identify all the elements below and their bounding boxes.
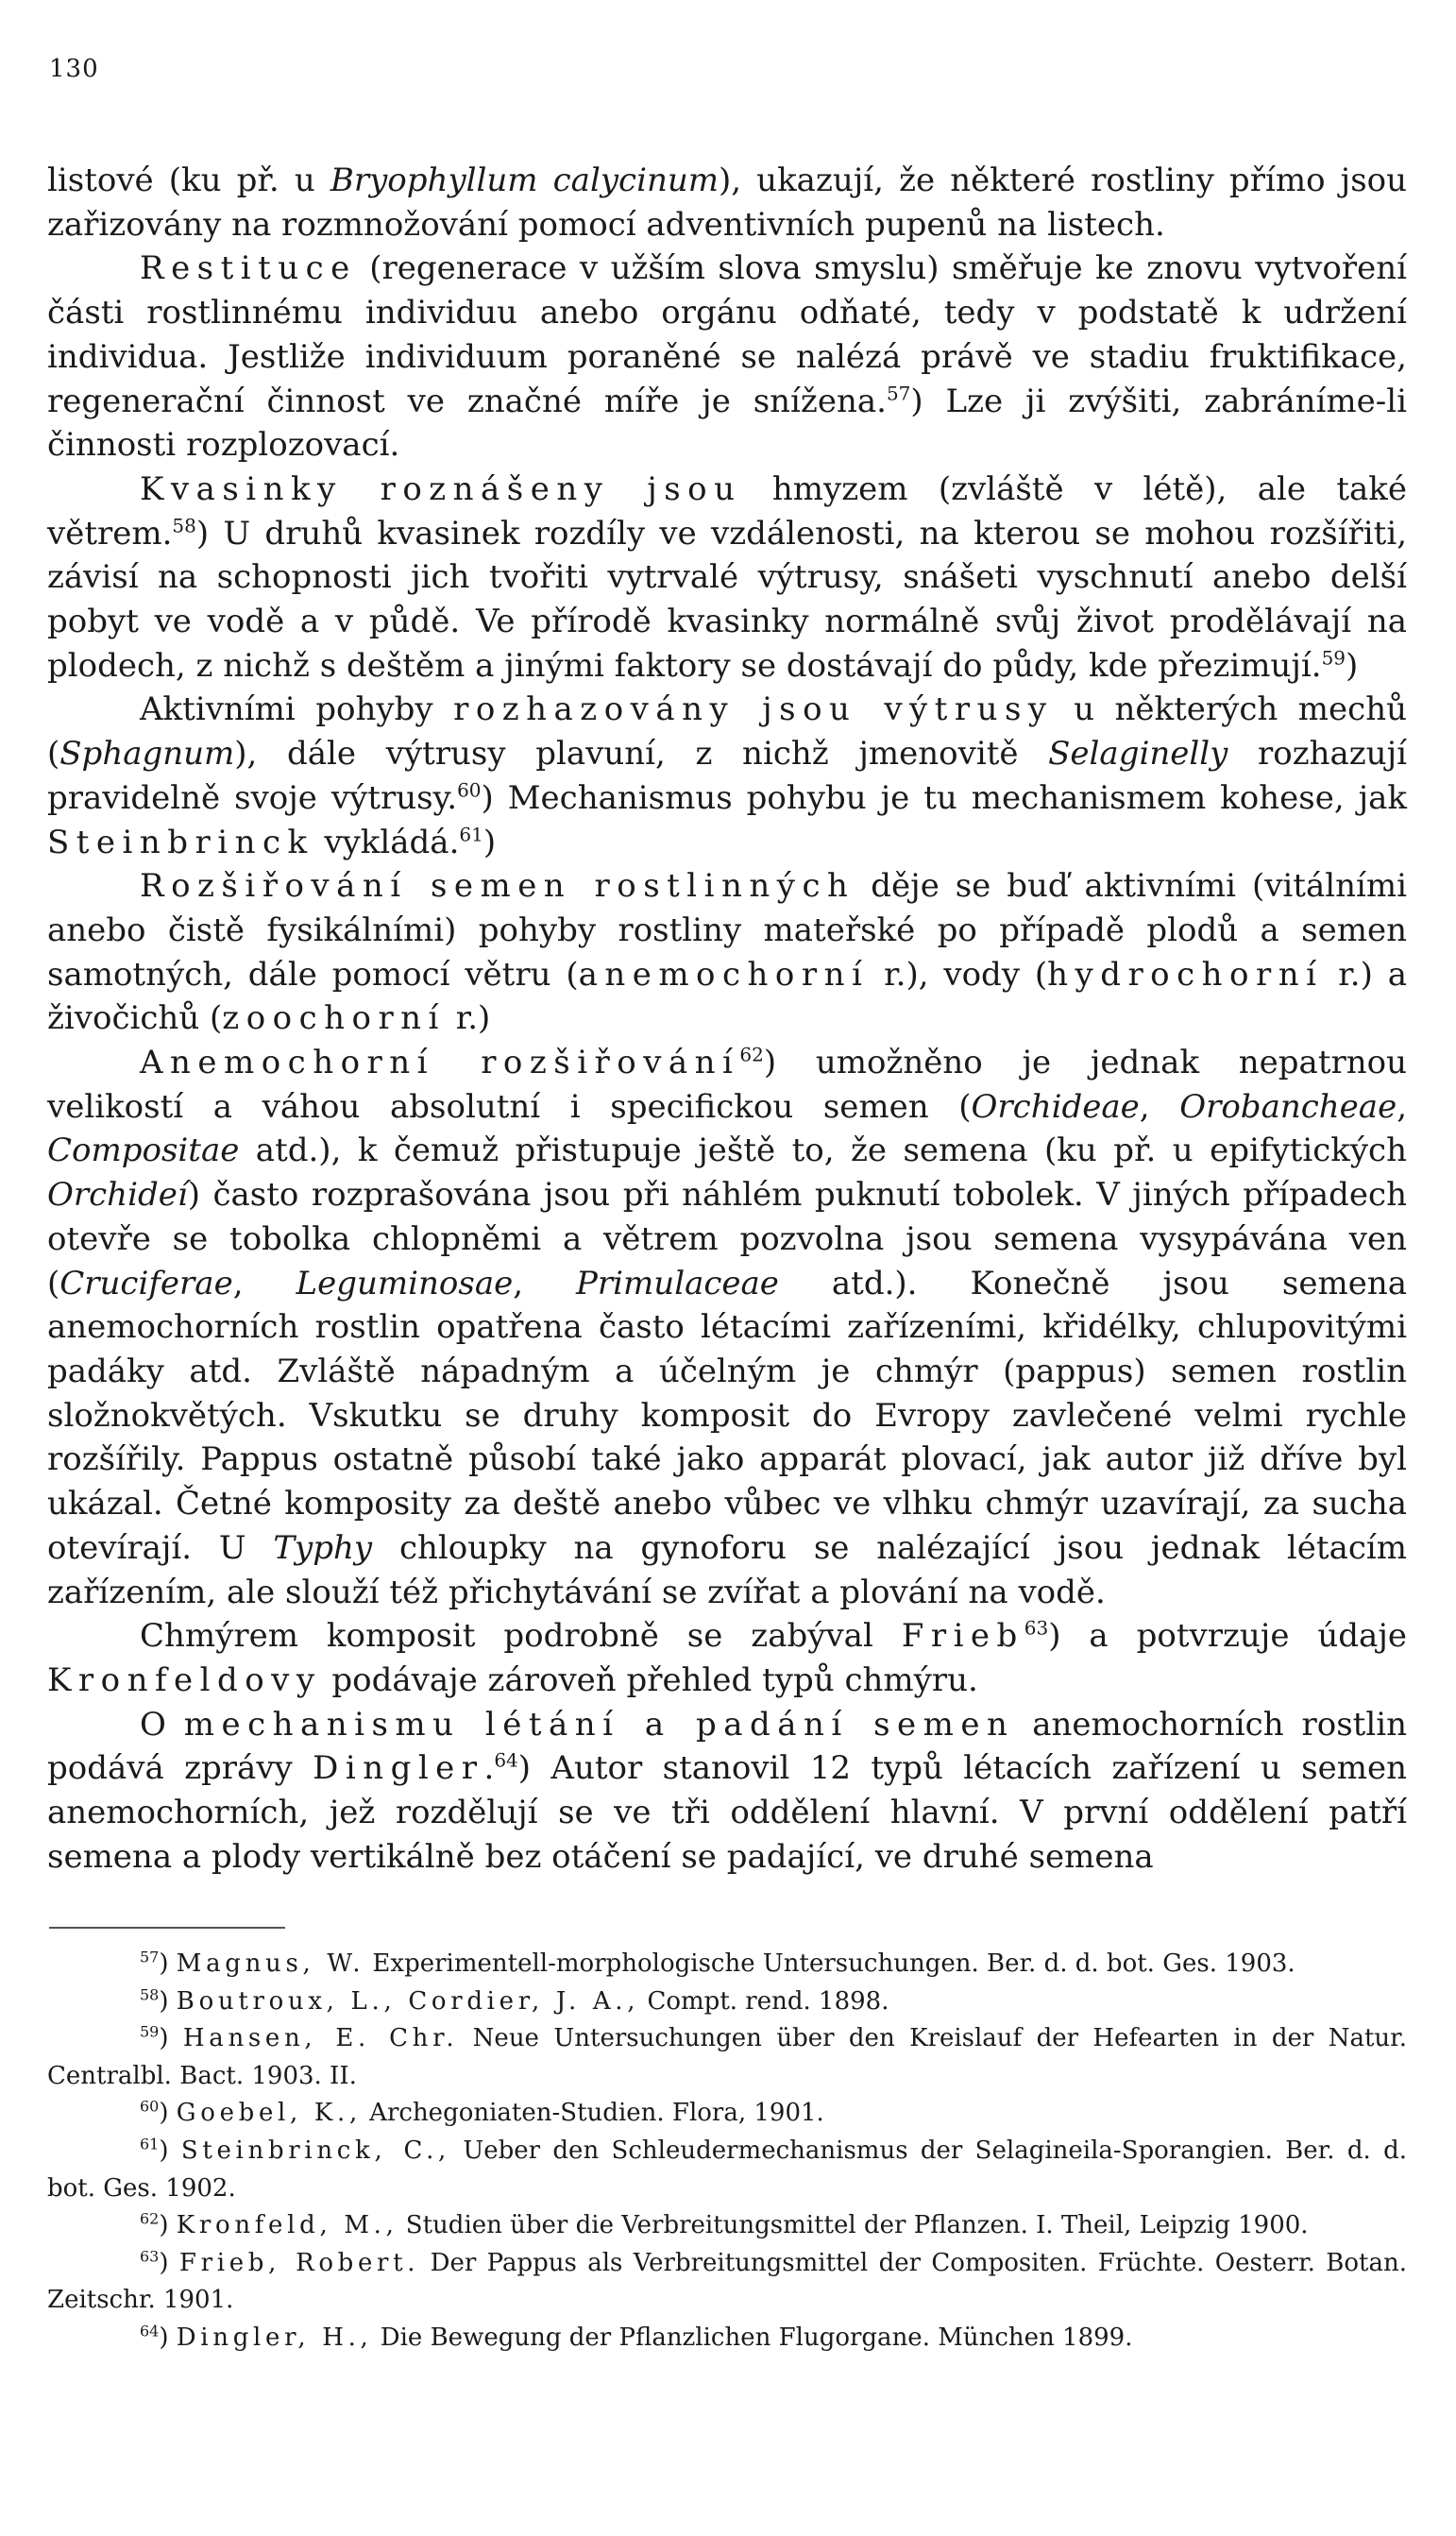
- footnote-ref[interactable]: 57: [886, 382, 911, 405]
- footnote-number: 64: [140, 2322, 160, 2340]
- spaced-term: Anemochorní rozšiřování: [140, 1044, 740, 1082]
- footnote: $^{60}$) Goebel, K., Archegoniaten-Studien. Flora, 1901.: [140, 2097, 824, 2128]
- footnote: $^{57}$) Magnus, W. Experimentell-morphologische Untersuchungen. Ber. d. d. bot. Ges. 1903.: [140, 1948, 1295, 1978]
- taxon-name: Typhy: [273, 1528, 373, 1567]
- text-run: ,: [1397, 1087, 1407, 1126]
- text-run: ): [483, 823, 497, 861]
- text-run: Aktivními pohyby: [140, 690, 454, 729]
- footnote-text: Archegoniaten-Studien. Flora, 1901.: [361, 2099, 824, 2128]
- text-run: hmyzem (zvláště v létě), ale také větrem.: [47, 469, 1407, 553]
- footnote-number: 62: [140, 2209, 160, 2228]
- text-run: ) umožněno je jednak nepatrnou velikostí a váhou absolutní i specifickou semen (: [47, 1044, 1407, 1126]
- footnote-author: Steinbrinck, C.,: [180, 2136, 450, 2165]
- footnote-ref[interactable]: 64: [494, 1748, 518, 1772]
- taxon-name: Orchideae: [971, 1087, 1140, 1126]
- footnote-author: Boutroux, L., Cordier, J. A.,: [176, 1986, 640, 2016]
- text-run: podávaje zároveň přehled typů chmýru.: [321, 1660, 978, 1699]
- author-name: Kronfeldovy: [47, 1660, 322, 1699]
- text-run: .: [483, 1749, 495, 1788]
- spaced-term: hydrochorní: [1047, 955, 1324, 994]
- text-run: vykládá.: [313, 823, 460, 861]
- footnote-text: Ueber den Schleudermechanismus der Selagineila-Sporangien. Ber. d. d. bot. Ges. 1902.: [47, 2136, 1407, 2203]
- text-run: ) Mechanismus pohybu je tu mechanismem kohese, jak: [481, 778, 1408, 817]
- footnote-number: 59: [140, 2022, 160, 2041]
- text-run: ) často rozprašována jsou při náhlém puknutí tobolek. V jiných případech otevře se tobolka chlopněmi a větrem pozvolna jsou semena vysypávána ven (: [47, 1176, 1407, 1302]
- spaced-term: mechanismu létání a padání semen: [183, 1705, 1015, 1744]
- footnote: $^{59}$) Hansen, E. Chr. Neue Untersuchungen über den Kreislauf der Hefearten in der Natur. Centralbl. Bact. 1903. II.: [47, 2022, 1407, 2090]
- text-run: anemochorních rostlin podává zprávy: [47, 1705, 1407, 1788]
- footnote-author: Hansen, E. Chr.: [182, 2024, 459, 2053]
- text-run: ), ukazují, že některé rostliny přímo jsou zařizovány na rozmnožování pomocí adventivních pupenů na listech.: [47, 162, 1408, 244]
- footnote-number: 57: [140, 1948, 160, 1966]
- footnote-author: Dingler, H.,: [176, 2323, 373, 2352]
- footnote-text: Experimentell-morphologische Untersuchungen. Ber. d. d. bot. Ges. 1903.: [364, 1949, 1295, 1978]
- author-name: Dingler: [313, 1749, 484, 1788]
- text-run: r.): [445, 999, 491, 1038]
- text-run: ), dále výtrusy plavuní, z nichž jmenovitě: [234, 735, 1049, 774]
- page-number: 130: [49, 55, 99, 83]
- text-run: ) U druhů kvasinek rozdíly ve vzdálenosti, na kterou se mohou rozšířiti, závisí na schopnosti jich tvořiti vytrvalé výtrusy, snášeti vyschnutí anebo delší pobyt ve vodě a v půdě. Ve přírodě kvasinky normálně svůj život prodělávají na plodech, z nichž s deštěm a jinými faktory se dostávají do půdy, kde přezimují.: [47, 514, 1407, 685]
- footnote-ref[interactable]: 62: [739, 1043, 764, 1066]
- spaced-term: Rozšiřování semen rostlinných: [140, 867, 855, 906]
- text-run: ) a potvrzuje údaje: [1048, 1617, 1407, 1656]
- paragraph-4: [47, 688, 1407, 864]
- footnote-text: Die Bewegung der Pflanzlichen Flugorgane. München 1899.: [372, 2323, 1133, 2352]
- paragraph-6: [47, 1041, 1407, 1614]
- footnote-number: 60: [140, 2097, 160, 2116]
- footnote-ref[interactable]: 60: [457, 778, 482, 802]
- spaced-term: rozhazovány jsou výtrusy: [453, 690, 1054, 729]
- footnote-author: Magnus, W.: [176, 1949, 365, 1978]
- footnote-number: 58: [140, 1984, 160, 2003]
- text-run: ) Autor stanovil 12 typů létacích zařízení u semen anemochorních, jež rozdělují se ve tři oddělení hlavní. V první oddělení patří semena a plody vertikálně bez otáčení se padající, ve druhé semena: [47, 1749, 1407, 1876]
- text-run: ,: [513, 1264, 577, 1302]
- text-run: r.), vody (: [869, 955, 1048, 994]
- paragraph-1: [47, 159, 1407, 247]
- paragraph-5: [47, 864, 1407, 1041]
- spaced-term: zoochorní: [222, 999, 446, 1038]
- footnote-author: Kronfeld, M.,: [176, 2211, 398, 2240]
- text-run: ) Lze ji zvýšiti, zabráníme-li činnosti rozplozovací.: [47, 382, 1407, 465]
- spaced-term: Kvasinky roznášeny jsou: [140, 469, 742, 508]
- text-run: ,: [232, 1264, 296, 1302]
- text-run: atd.). Konečně jsou semena anemochorních rostlin opatřena často létacími zařízeními, křidélky, chlupovitými padáky atd. Zvláště nápadným a účelným je chmýr (pappus) semen rostlin složnokvětých. Vskutku se druhy komposit do Evropy zavlečené velmi rychle rozšířily. Pappus ostatně působí také jako apparát plovací, jak autor již dříve byl ukázal. Četné komposity za deště anebo vůbec ve vlhku chmýr uzavírají, za sucha otevírají. U: [47, 1264, 1407, 1567]
- footnote-number: 63: [140, 2247, 160, 2266]
- text-run: u některých mechů (: [47, 690, 1408, 774]
- taxon-name: Primulaceae: [576, 1264, 779, 1302]
- text-run: děje se buď aktivními (vitálními anebo čistě fysikálními) pohyby rostliny mateřské po případě plodů a semen samotných, dále pomocí větru (: [47, 867, 1407, 994]
- text-run: ,: [1139, 1087, 1180, 1126]
- taxon-name: Orchideí: [47, 1176, 188, 1215]
- footnote-ref[interactable]: 63: [1024, 1616, 1049, 1640]
- spaced-term: Restituce: [140, 249, 357, 288]
- text-run: chloupky na gynoforu se nalézající jsou jednak létacím zařízením, ale slouží též přichytávání se zvířat a plování na vodě.: [47, 1528, 1407, 1611]
- text-run: Chmýrem komposit podrobně se zabýval: [140, 1617, 902, 1656]
- paragraph-7: [47, 1614, 1407, 1702]
- footnote-divider: [49, 1927, 285, 1929]
- footnote: $^{58}$) Boutroux, L., Cordier, J. A., Compt. rend. 1898.: [140, 1984, 889, 2016]
- footnote: $^{64}$) Dingler, H., Die Bewegung der Pflanzlichen Flugorgane. München 1899.: [140, 2322, 1133, 2352]
- footnotes: [47, 1946, 1407, 2357]
- taxon-name: Selaginelly: [1048, 735, 1228, 774]
- main-text: [47, 159, 1407, 1879]
- footnote-number: 61: [140, 2135, 160, 2153]
- footnote: $^{63}$) Frieb, Robert. Der Pappus als Verbreitungsmittel der Compositen. Früchte. Oesterr. Botan. Zeitschr. 1901.: [47, 2247, 1407, 2315]
- paragraph-2: [47, 247, 1407, 468]
- footnote-ref[interactable]: 61: [459, 823, 483, 846]
- footnote-ref[interactable]: 59: [1321, 646, 1346, 670]
- footnote-ref[interactable]: 58: [172, 514, 196, 537]
- paragraph-3: [47, 468, 1407, 689]
- footnote-author: Goebel, K.,: [176, 2099, 362, 2128]
- taxon-name: Bryophyllum calycinum: [330, 162, 719, 199]
- footnote-text: Neue Untersuchungen über den Kreislauf der Hefearten in der Natur. Centralbl. Bact. 1903. II.: [47, 2024, 1407, 2090]
- text-run: atd.), k čemuž přistupuje ještě to, že semena (ku př. u epifytických: [239, 1132, 1407, 1170]
- text-run: O: [140, 1705, 184, 1744]
- footnote-text: Der Pappus als Verbreitungsmittel der Compositen. Früchte. Oesterr. Botan. Zeitschr. 1901.: [47, 2248, 1407, 2315]
- text-run: r.) a živočichů (: [47, 955, 1407, 1038]
- taxon-name: Sphagnum: [59, 735, 235, 774]
- footnote-author: Frieb, Robert.: [178, 2248, 420, 2277]
- author-name: Steinbrinck: [47, 823, 314, 861]
- taxon-name: Cruciferae: [59, 1264, 233, 1302]
- text-run: (regenerace v užším slova smyslu) směřuje ke znovu vytvoření části rostlinnému individuu anebo orgánu odňaté, tedy v podstatě k udržení individua. Jestliže individuum poraněné se nalézá právě ve stadiu fruktifikace, regenerační činnost ve značné míře je snížena.: [47, 249, 1407, 420]
- text-run: ): [1346, 646, 1359, 685]
- footnote: $^{61}$) Steinbrinck, C., Ueber den Schleudermechanismus der Selagineila-Sporangien. Ber. d. d. bot. Ges. 1902.: [47, 2135, 1407, 2203]
- paragraph-8: [47, 1703, 1407, 1880]
- footnote-text: Studien über die Verbreitungsmittel der Pflanzen. I. Theil, Leipzig 1900.: [398, 2211, 1309, 2240]
- taxon-name: Orobancheae: [1179, 1087, 1397, 1126]
- text-run: listové (ku př. u: [47, 162, 330, 199]
- footnote-text: Compt. rend. 1898.: [639, 1986, 889, 2016]
- taxon-name: Leguminosae: [296, 1264, 514, 1302]
- author-name: Frieb: [901, 1617, 1024, 1656]
- taxon-name: Compositae: [47, 1132, 240, 1170]
- spaced-term: anemochorní: [578, 955, 870, 994]
- text-run: rozhazují pravidelně svoje výtrusy.: [47, 735, 1407, 817]
- footnote: $^{62}$) Kronfeld, M., Studien über die Verbreitungsmittel der Pflanzen. I. Theil, Leipzig 1900.: [140, 2209, 1309, 2240]
